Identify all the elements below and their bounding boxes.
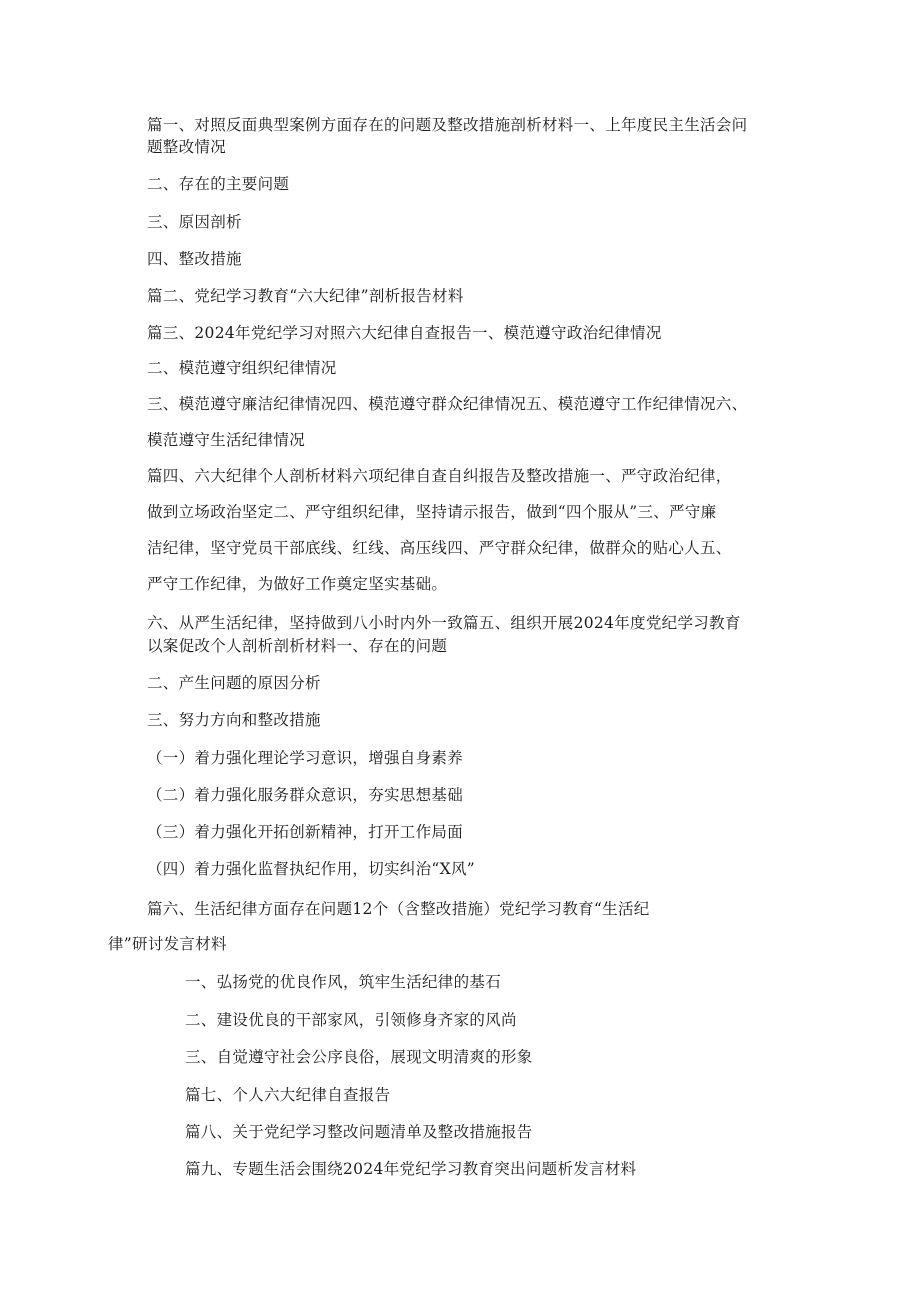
text-line: 二、产生问题的原因分析 [147, 674, 321, 692]
text-line: 做到立场政治坚定二、严守组织纪律，坚持请示报告，做到“四个服从”三、严守廉 [147, 503, 717, 521]
text-line: 篇七、个人六大纪律自查报告 [185, 1086, 391, 1104]
text-line: （一）着力强化理论学习意识，增强自身素养 [147, 749, 464, 767]
text-line: 篇二、党纪学习教育“六大纪律”剖析报告材料 [147, 287, 464, 305]
text-line: 一、弘扬党的优良作风，筑牢生活纪律的基石 [185, 973, 502, 991]
text-line: （三）着力强化开拓创新精神，打开工作局面 [147, 823, 464, 841]
text-line: 六、从严生活纪律，坚持做到八小时内外一致篇五、组织开展2024年度党纪学习教育 [147, 614, 741, 632]
text-line: 二、存在的主要问题 [147, 175, 290, 193]
text-line: 篇三、2024年党纪学习对照六大纪律自查报告一、模范遵守政治纪律情况 [147, 324, 662, 342]
text-line: 三、原因剖析 [147, 213, 242, 231]
text-line: 篇八、关于党纪学习整改问题清单及整改措施报告 [185, 1123, 533, 1141]
text-line: 以案促改个人剖析剖析材料一、存在的问题 [147, 637, 448, 655]
text-line: 篇四、六大纪律个人剖析材料六项纪律自查自纠报告及整改措施一、严守政治纪律， [147, 467, 732, 485]
text-line: 篇六、生活纪律方面存在问题12个（含整改措施）党纪学习教育“生活纪 [147, 900, 650, 918]
text-line: 律”研讨发言材料 [108, 935, 227, 953]
text-line: 模范遵守生活纪律情况 [147, 431, 306, 449]
text-line: 篇九、专题生活会围绕2024年党纪学习教育突出问题析发言材料 [185, 1160, 637, 1178]
text-line: 篇一、对照反面典型案例方面存在的问题及整改措施剖析材料一、上年度民主生活会问 [147, 116, 748, 134]
text-line: 二、建设优良的干部家风，引领修身齐家的风尚 [185, 1011, 517, 1029]
text-line: 题整改情况 [147, 138, 227, 156]
text-line: 洁纪律，坚守党员干部底线、红线、高压线四、严守群众纪律，做群众的贴心人五、 [147, 539, 732, 557]
text-line: 二、模范遵守组织纪律情况 [147, 359, 337, 377]
text-line: （四）着力强化监督执纪作用，切实纠治“X风” [147, 860, 475, 878]
text-line: 三、努力方向和整改措施 [147, 711, 321, 729]
text-line: 三、模范遵守廉洁纪律情况四、模范遵守群众纪律情况五、模范遵守工作纪律情况六、 [147, 395, 748, 413]
text-line: 三、自觉遵守社会公序良俗，展现文明清爽的形象 [185, 1048, 533, 1066]
text-line: 严守工作纪律，为做好工作奠定坚实基础。 [147, 575, 448, 593]
text-line: （二）着力强化服务群众意识，夯实思想基础 [147, 786, 464, 804]
text-line: 四、整改措施 [147, 250, 242, 268]
